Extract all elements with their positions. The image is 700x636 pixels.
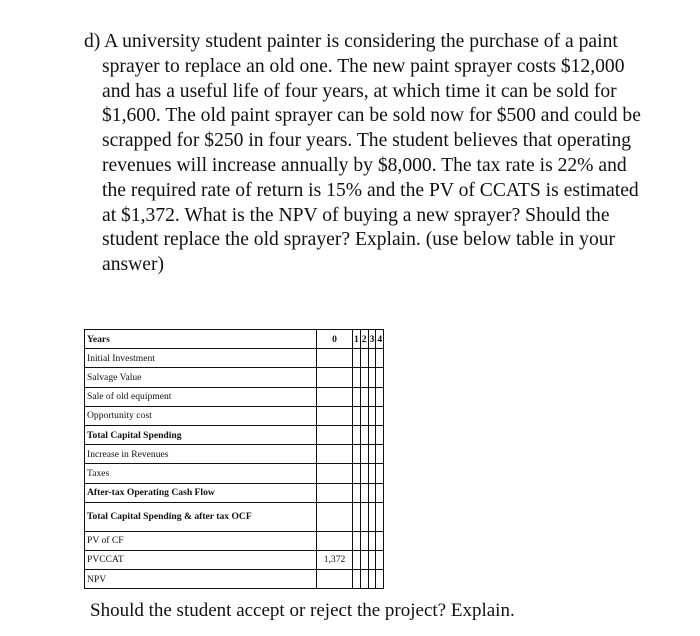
year-3-cell — [368, 368, 376, 387]
row-label: Taxes — [85, 464, 317, 483]
table-row — [85, 483, 384, 502]
year-1-cell — [353, 483, 361, 502]
row-label: Total Capital Spending & after tax OCF — [85, 502, 317, 531]
row-label: Salvage Value — [85, 368, 317, 387]
year-0-cell — [317, 464, 353, 483]
year-0-cell — [317, 502, 353, 531]
year-0-cell — [317, 406, 353, 425]
year-4-cell — [376, 445, 384, 464]
question-text-block — [84, 30, 644, 278]
year-3-cell — [368, 483, 376, 502]
year-0-cell — [317, 368, 353, 387]
row-label: Opportunity cost — [85, 406, 317, 425]
year-3-cell — [368, 445, 376, 464]
cash-flow-table — [84, 329, 384, 589]
year-3-cell — [368, 425, 376, 444]
year-1-cell — [353, 531, 361, 550]
table-row — [85, 550, 384, 569]
year-3-cell — [368, 349, 376, 368]
year-4-cell — [376, 464, 384, 483]
year-4-cell — [376, 531, 384, 550]
year-3-cell — [368, 406, 376, 425]
year-0-cell — [317, 387, 353, 406]
year-3-cell — [368, 570, 376, 589]
year-0-cell: 1,372 — [317, 550, 353, 569]
year-4-cell — [376, 368, 384, 387]
row-label: After-tax Operating Cash Flow — [85, 483, 317, 502]
row-label: Increase in Revenues — [85, 445, 317, 464]
year-2-header: 2 — [360, 330, 368, 349]
year-1-cell — [353, 349, 361, 368]
year-2-cell — [360, 502, 368, 531]
row-label: Total Capital Spending — [85, 425, 317, 444]
year-4-cell — [376, 570, 384, 589]
year-2-cell — [360, 550, 368, 569]
year-2-cell — [360, 531, 368, 550]
question-paragraph: d) A university student painter is considering the purchase of a paint sprayer to replace an old one. The new paint sprayer costs $12,000 and has a useful life of four years, at which time it can be sold for $1,600. The old paint sprayer can be sold now for $500 and could be scrapped for $250 in four years. The student believes that operating revenues will increase annually by $8,000. The tax rate is 22% and the required rate of return is 15% and the PV of CCATS is estimated at $1,372. What is the NPV of buying a new sprayer? Should the student replace the old sprayer? Explain. (use below table in your answer) — [84, 31, 641, 276]
year-0-cell — [317, 349, 353, 368]
year-1-header: 1 — [353, 330, 361, 349]
year-2-cell — [360, 445, 368, 464]
year-4-cell — [376, 483, 384, 502]
table-row — [85, 464, 384, 483]
year-2-cell — [360, 406, 368, 425]
year-1-cell — [353, 368, 361, 387]
table-row — [85, 349, 384, 368]
year-0-cell — [317, 483, 353, 502]
year-3-header: 3 — [368, 330, 376, 349]
year-2-cell — [360, 349, 368, 368]
year-3-cell — [368, 387, 376, 406]
year-4-cell — [376, 406, 384, 425]
year-4-cell — [376, 502, 384, 531]
year-0-cell — [317, 531, 353, 550]
year-4-header: 4 — [376, 330, 384, 349]
table-header-row — [85, 330, 384, 349]
year-1-cell — [353, 570, 361, 589]
year-1-cell — [353, 550, 361, 569]
table-row — [85, 387, 384, 406]
year-1-cell — [353, 464, 361, 483]
row-label: NPV — [85, 570, 317, 589]
table-row — [85, 368, 384, 387]
table-row — [85, 445, 384, 464]
year-2-cell — [360, 464, 368, 483]
year-3-cell — [368, 464, 376, 483]
year-0-cell — [317, 425, 353, 444]
year-4-cell — [376, 550, 384, 569]
year-3-cell — [368, 502, 376, 531]
year-4-cell — [376, 387, 384, 406]
year-4-cell — [376, 349, 384, 368]
year-2-cell — [360, 368, 368, 387]
year-1-cell — [353, 445, 361, 464]
years-header: Years — [85, 330, 317, 349]
table-row — [85, 425, 384, 444]
year-0-cell — [317, 445, 353, 464]
year-2-cell — [360, 387, 368, 406]
row-label: PVCCAT — [85, 550, 317, 569]
table-row — [85, 502, 384, 531]
year-1-cell — [353, 502, 361, 531]
row-label: Sale of old equipment — [85, 387, 317, 406]
table-row — [85, 406, 384, 425]
year-3-cell — [368, 531, 376, 550]
year-1-cell — [353, 425, 361, 444]
row-label: PV of CF — [85, 531, 317, 550]
year-3-cell — [368, 550, 376, 569]
year-4-cell — [376, 425, 384, 444]
year-0-header: 0 — [317, 330, 353, 349]
table-row — [85, 570, 384, 589]
year-0-cell — [317, 570, 353, 589]
table-row — [85, 531, 384, 550]
year-1-cell — [353, 387, 361, 406]
footer-question: Should the student accept or reject the project? Explain. — [90, 600, 515, 621]
year-2-cell — [360, 425, 368, 444]
year-1-cell — [353, 406, 361, 425]
row-label: Initial Investment — [85, 349, 317, 368]
year-2-cell — [360, 483, 368, 502]
year-2-cell — [360, 570, 368, 589]
